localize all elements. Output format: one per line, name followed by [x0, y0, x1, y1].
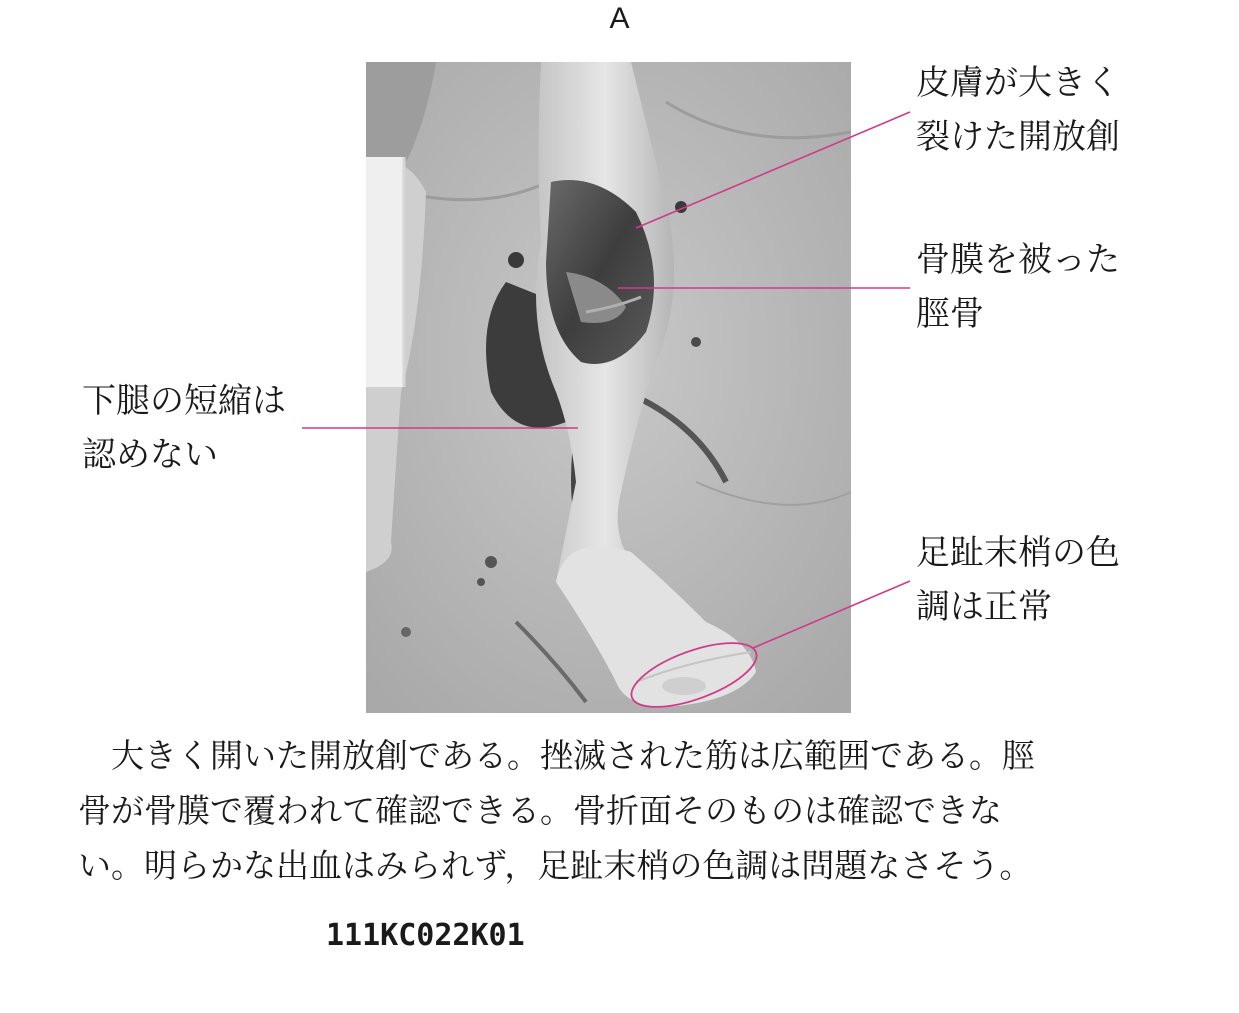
annotation-shortening — [82, 374, 286, 482]
annotation-toes — [916, 526, 1120, 634]
caption — [78, 728, 1140, 893]
annotation-toes-line-2: 調は正常 — [916, 587, 1052, 627]
caption-line-1: 大きく開いた開放創である。挫滅された筋は広範囲である。脛 — [78, 736, 1035, 775]
caption-line-3: い。明らかな出血はみられず，足趾末梢の色調は問題なさそう。 — [78, 846, 1033, 885]
toes-circle — [624, 630, 764, 720]
leader-wound — [636, 112, 910, 228]
question-code: 111KC022K01 — [326, 918, 525, 953]
annotation-toes-line-1: 足趾末梢の色 — [916, 533, 1120, 573]
annotation-wound-line-2: 裂けた開放創 — [916, 117, 1120, 157]
leader-toes — [753, 581, 910, 648]
annotation-shortening-line-2: 認めない — [82, 435, 218, 475]
caption-line-2: 骨が骨膜で覆われて確認できる。骨折面そのものは確認できな — [78, 791, 1002, 830]
annotation-wound-line-1: 皮膚が大きく — [916, 63, 1120, 103]
annotation-tibia — [916, 233, 1120, 341]
annotation-tibia-line-2: 脛骨 — [916, 294, 984, 334]
figure-label: A — [609, 2, 630, 35]
annotation-shortening-line-1: 下腿の短縮は — [82, 381, 286, 421]
annotation-tibia-line-1: 骨膜を被った — [916, 240, 1120, 280]
annotation-wound — [916, 56, 1120, 164]
